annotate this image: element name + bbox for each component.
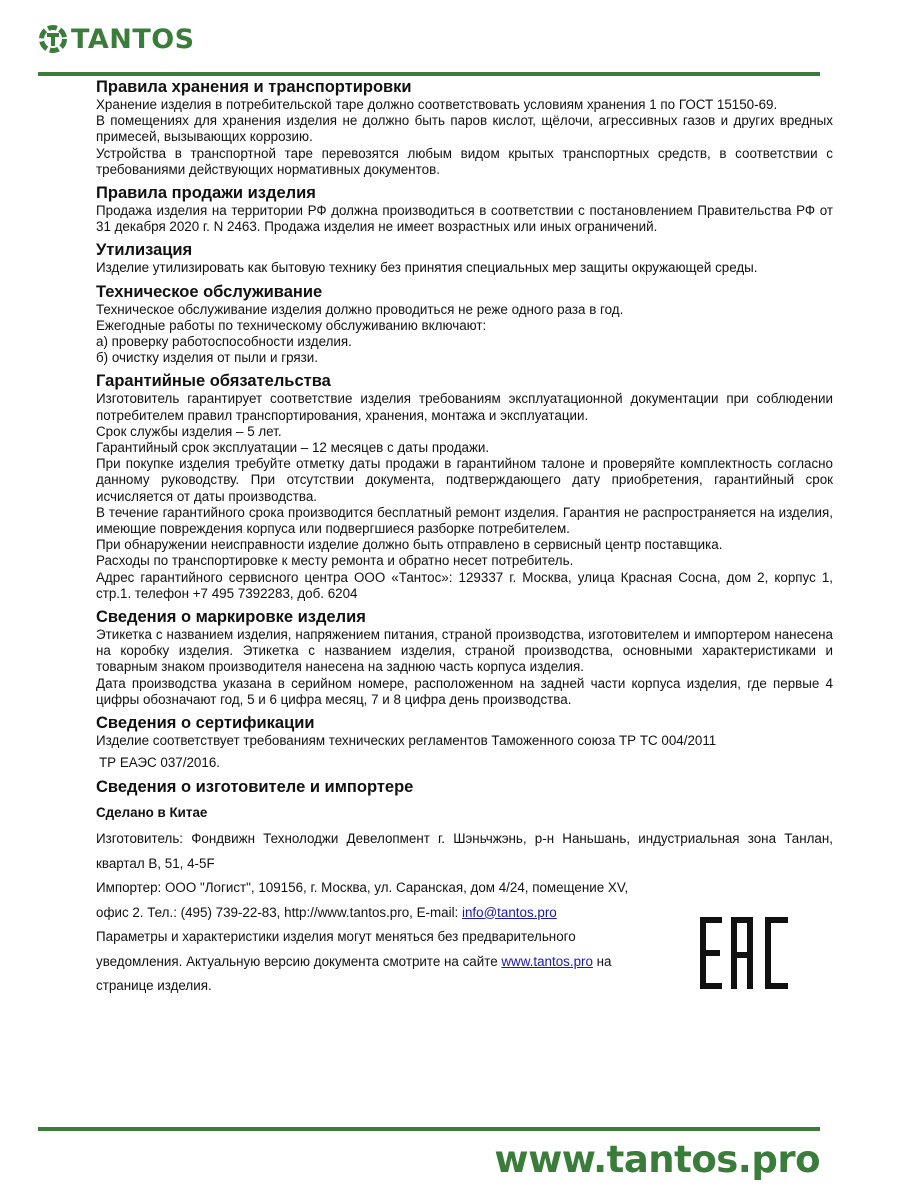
brand-name: TANTOS	[71, 23, 195, 55]
certification-line: Изделие соответствует требованиям технических регламентов Таможенного союза ТР ТС 004/2011	[96, 733, 717, 749]
footer-website[interactable]: www.tantos.pro	[494, 1138, 820, 1181]
eac-mark-icon	[698, 917, 790, 989]
certification-line-2: ТР ЕАЭС 037/2016.	[99, 755, 220, 771]
section-paragraph: В помещениях для хранения изделия не должно быть паров кислот, щёлочи, агрессивных газов и других вредных примесей, вызывающих коррозию.	[96, 113, 833, 145]
section-paragraph: Техническое обслуживание изделия должно проводиться не реже одного раза в год.	[96, 301, 624, 317]
section-paragraph: Изготовитель гарантирует соответствие изделия требованиям эксплуатационной документации при соблюдении потребителем правил транспортирования, хранения, монтажа и эксплуатации.	[96, 391, 833, 423]
section-4	[96, 372, 833, 602]
made-in-label: Сделано в Китае	[96, 804, 208, 820]
section-paragraph: Изделие утилизировать как бытовую технику без принятия специальных мер защиты окружающей среды.	[96, 260, 758, 276]
note-text: уведомления. Актуальную версию документа смотрите на сайте	[96, 953, 502, 969]
tantos-logo-icon	[38, 24, 68, 54]
section-paragraph: В течение гарантийного срока производится бесплатный ремонт изделия. Гарантия не распространяется на изделия, имеющие повреждения корпуса или подвергшиеся разборке потребителем.	[96, 504, 833, 537]
section-paragraph: Срок службы изделия – 5 лет.	[96, 423, 282, 439]
importer-contact: офис 2. Тел.: (495) 739-22-83, http://www.tantos.pro, E-mail:	[96, 904, 462, 920]
note-text-tail: на	[592, 953, 612, 969]
header-divider	[38, 72, 820, 76]
section-paragraph: Устройства в транспортной таре перевозятся любым видом крытых транспортных средств, в соответствии с требованиями действующих нормативных документов.	[96, 145, 833, 177]
section-3	[96, 283, 833, 367]
section-title: Правила продажи изделия	[96, 184, 316, 203]
importer-line-1: Импортер: ООО "Логист", 109156, г. Москва, ул. Саранская, дом 4/24, помещение XV,	[96, 880, 629, 895]
section-paragraph: Расходы по транспортировке к месту ремонта и обратно несет потребитель.	[96, 553, 574, 569]
brand-logo	[38, 24, 195, 54]
section-paragraph: а) проверку работоспособности изделия.	[96, 334, 352, 350]
section-0	[96, 78, 833, 178]
section-title: Гарантийные обязательства	[96, 372, 331, 391]
section-paragraph: Хранение изделия в потребительской таре должно соответствовать условиям хранения 1 по ГОСТ 15150-69.	[96, 97, 778, 112]
section-title: Сведения о изготовителе и импортере	[96, 777, 414, 796]
section-2	[96, 241, 833, 276]
note-line-1: Параметры и характеристики изделия могут меняться без предварительного	[96, 929, 576, 944]
section-paragraph: б) очистку изделия от пыли и грязи.	[96, 350, 318, 366]
footer-divider	[38, 1127, 820, 1131]
section-title: Сведения о сертификации	[96, 714, 315, 733]
sections-container	[96, 78, 833, 708]
email-link[interactable]: info@tantos.pro	[462, 904, 557, 920]
section-paragraph: При обнаружении неисправности изделие должно быть отправлено в сервисный центр поставщика.	[96, 537, 723, 553]
section-title: Сведения о маркировке изделия	[96, 608, 366, 627]
section-5	[96, 608, 833, 708]
website-link[interactable]: www.tantos.pro	[501, 953, 593, 969]
note-line-3: странице изделия.	[96, 978, 212, 993]
section-paragraph: Ежегодные работы по техническому обслуживанию включают:	[96, 317, 487, 333]
section-title: Правила хранения и транспортировки	[96, 78, 412, 96]
document-body	[96, 78, 833, 999]
section-paragraph: Адрес гарантийного сервисного центра ООО «Тантос»: 129337 г. Москва, улица Красная Сосна, дом 2, корпус 1, стр.1. телефон +7 495 7392283, доб. 6204	[96, 569, 833, 601]
section-title: Утилизация	[96, 241, 193, 260]
manufacturer-text: Изготовитель: Фондвижн Технолоджи Девелопмент г. Шэньчжэнь, р-н Наньшань, индустриальная зона Танлан, квартал B, 51, 4-5F	[96, 831, 833, 871]
section-paragraph: Гарантийный срок эксплуатации – 12 месяцев с даты продажи.	[96, 440, 490, 456]
section-1	[96, 184, 833, 235]
section-paragraph: Дата производства указана в серийном номере, расположенном на задней части корпуса изделия, где первые 4 цифры обозначают год, 5 и 6 цифра месяц, 7 и 8 цифра день производства.	[96, 675, 833, 707]
certification-section	[96, 714, 833, 771]
section-paragraph: При покупке изделия требуйте отметку даты продажи в гарантийном талоне и проверяйте комплектность согласно данному руководству. При отсутствии документа, подтверждающего дату приобретения, гарантийный срок исчисляется от даты производства.	[96, 456, 833, 504]
section-paragraph: Продажа изделия на территории РФ должна производиться в соответствии с постановлением Правительства РФ от 31 декабря 2020 г. N 2463. Продажа изделия не имеет возрастных или иных ограничений.	[96, 203, 833, 235]
section-paragraph: Этикетка с названием изделия, напряжением питания, страной производства, изготовителем и импортером нанесена на коробку изделия. Этикетка с названием изделия, страной производства, основными характеристиками и товарным знаком производителя нанесена на заднюю часть корпуса изделия.	[96, 627, 833, 675]
section-title: Техническое обслуживание	[96, 282, 323, 301]
